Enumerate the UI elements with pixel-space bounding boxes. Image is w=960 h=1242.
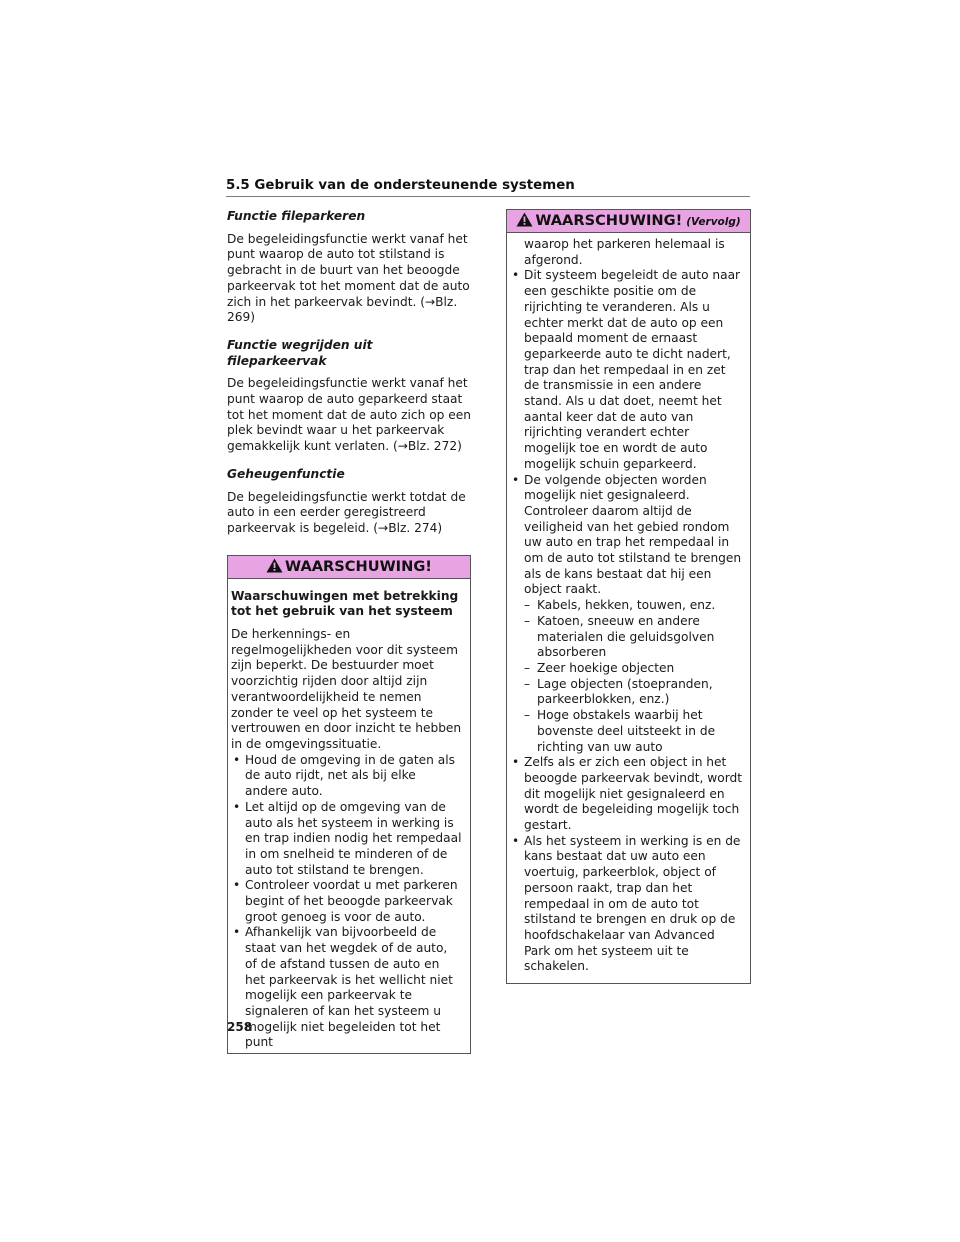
sub-list-item: – Hoge obstakels waarbij het bovenste deel uitsteekt in de richting van uw auto <box>524 708 716 754</box>
warning-box <box>227 555 471 1054</box>
continued-label: (Vervolg) <box>686 216 741 228</box>
left-column <box>227 209 471 1054</box>
sub-list-item: – Katoen, sneeuw en andere materialen die geluidsgolven absorberen <box>524 613 715 660</box>
warning-intro: De herkennings- en regelmogelijkheden voor dit systeem zijn beperkt. De bestuurder moet voorzichtig rijden door altijd zijn verantwoordelijkheid te nemen zonder te veel op het systeem te vertrouwen en door inzicht te hebben in de omgevingssituatie. <box>231 627 462 751</box>
sub-list-item: – Kabels, hekken, touwen, enz. <box>524 598 716 613</box>
list-item: • Als het systeem in werking is en de kans bestaat dat uw auto een voertuig, parkeerblok, object of persoon raakt, trap dan het rempedaal in om de auto tot stilstand te brengen en druk op de hoofdschakelaar van Advanced Park om het systeem uit te schakelen. <box>512 833 741 974</box>
sub-list-item: – Zeer hoekige objecten <box>524 660 675 675</box>
warning-header-continued <box>507 210 750 233</box>
warning-continuation-text: waarop het parkeren helemaal is afgerond. <box>524 237 725 267</box>
warning-box-continued <box>506 209 751 984</box>
right-column <box>506 209 751 984</box>
list-item: • De volgende objecten worden mogelijk niet gesignaleerd. Controleer daarom altijd de veiligheid van het gebied rondom uw auto en trap het rempedaal in om de auto tot stilstand te brengen als de kans bestaat dat hij een object raakt. <box>512 472 742 597</box>
warning-body-continued <box>507 233 750 983</box>
warning-triangle-icon <box>266 558 283 573</box>
list-item: • Dit systeem begeleidt de auto naar een geschikte positie om de rijrichting te veranderen. Als u echter merkt dat de auto op een bepaald moment de ernaast geparkeerde auto te dicht nadert, trap dan het rempedaal in en zet de transmissie in een andere stand. Als u dat doet, neemt het aantal keer dat de auto van rijrichting verandert echter mogelijk toe en wordt de auto mogelijk schuin geparkeerd. <box>512 268 741 471</box>
list-item: • Controleer voordat u met parkeren begint of het beoogde parkeervak groot genoeg is voor de auto. <box>233 878 458 924</box>
subheading-wegrijden: Functie wegrijden uit fileparkeervak <box>227 337 373 368</box>
section-header: 5.5 Gebruik van de ondersteunende systemen <box>226 178 750 197</box>
warning-header <box>228 556 470 579</box>
page-number: 258 <box>227 1020 253 1034</box>
warning-label: WAARSCHUWING! <box>285 557 432 575</box>
sub-list-item: – Lage objecten (stoepranden, parkeerblokken, enz.) <box>524 676 713 707</box>
list-item: • Zelfs als er zich een object in het beoogde parkeervak bevindt, wordt dit mogelijk niet gesignaleerd en wordt de begeleiding mogelijk toch gestart. <box>512 755 743 833</box>
paragraph-geheugenfunctie: De begeleidingsfunctie werkt totdat de auto in een eerder geregistreerd parkeervak is begeleid. (→Blz. 274) <box>227 489 466 535</box>
paragraph-wegrijden: De begeleidingsfunctie werkt vanaf het punt waarop de auto geparkeerd staat tot het moment dat de auto zich op een plek bevindt waar u het parkeervak gemakkelijk kunt verlaten. (→Blz. 272) <box>227 376 471 454</box>
warning-label: WAARSCHUWING! <box>535 212 683 229</box>
warning-body <box>228 579 470 1053</box>
subheading-fileparkeren: Functie fileparkeren <box>227 209 366 223</box>
list-item: • Let altijd op de omgeving van de auto als het systeem in werking is en trap indien nodig het rempedaal in om snelheid te minderen of de auto tot stilstand te brengen. <box>233 799 462 877</box>
paragraph-fileparkeren: De begeleidingsfunctie werkt vanaf het punt waarop de auto tot stilstand is gebracht in de buurt van het beoogde parkeervak tot het moment dat de auto zich in het parkeervak bevindt. (→Blz. 269) <box>227 231 470 325</box>
list-item: • Afhankelijk van bijvoorbeeld de staat van het wegdek of de auto, of de afstand tussen de auto en het parkeervak is het wellicht niet mogelijk een parkeervak te signaleren of kan het systeem u mogelijk niet begeleiden tot het punt <box>233 925 453 1050</box>
list-item: • Houd de omgeving in de gaten als de auto rijdt, net als bij elke andere auto. <box>233 752 455 799</box>
warning-title: Waarschuwingen met betrekking tot het gebruik van het systeem <box>231 588 459 619</box>
warning-triangle-icon <box>516 212 533 227</box>
subheading-geheugenfunctie: Geheugenfunctie <box>227 466 345 481</box>
